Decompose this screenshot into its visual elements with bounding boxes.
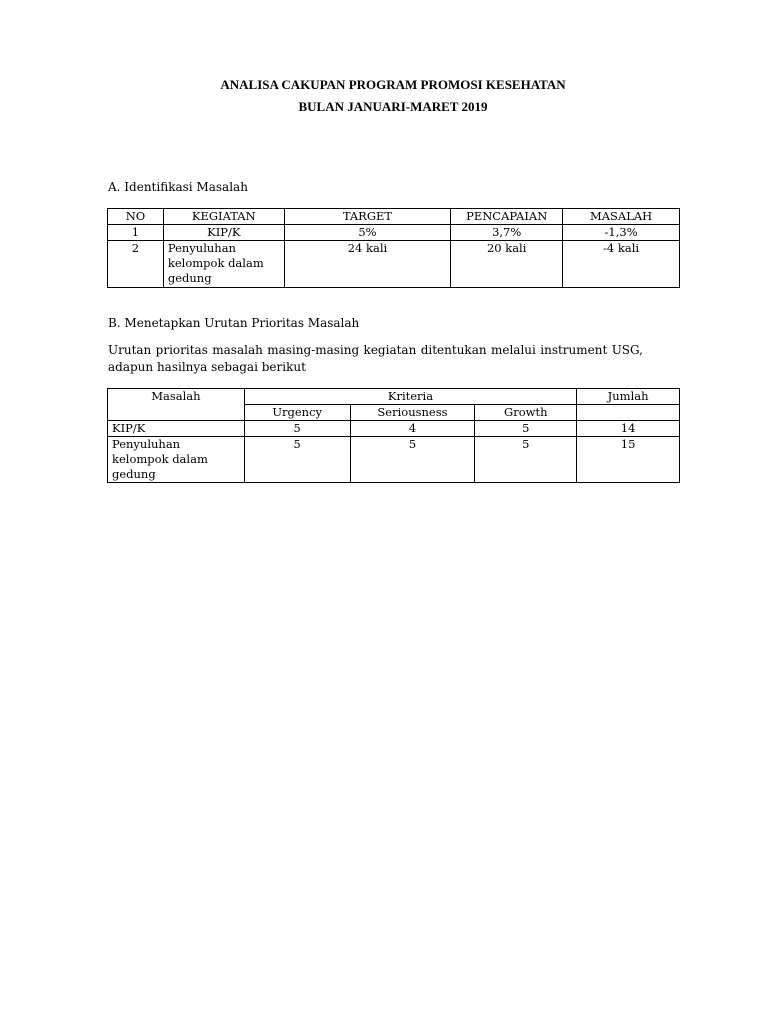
- table-cell: -4 kali: [563, 241, 680, 288]
- table-cell: 4: [350, 421, 475, 437]
- table-cell: 20 kali: [451, 241, 563, 288]
- column-header: KEGIATAN: [163, 209, 284, 225]
- document-subtitle: BULAN JANUARI-MARET 2019: [298, 99, 488, 114]
- column-subheader: Seriousness: [350, 405, 475, 421]
- section-a-heading: A. Identifikasi Masalah: [108, 180, 248, 194]
- column-header: NO: [108, 209, 164, 225]
- table-row: [108, 437, 680, 483]
- table-cell: 5%: [284, 225, 451, 241]
- table-header-row: [108, 389, 680, 405]
- column-subheader: Growth: [475, 405, 577, 421]
- column-header: PENCAPAIAN: [451, 209, 563, 225]
- table-cell: 5: [244, 437, 350, 483]
- table-cell: 5: [244, 421, 350, 437]
- table-cell: 5: [475, 421, 577, 437]
- section-b-heading: B. Menetapkan Urutan Prioritas Masalah: [108, 316, 360, 330]
- table-cell: Penyuluhan kelompok dalam gedung: [108, 437, 245, 483]
- table-cell: -1,3%: [563, 225, 680, 241]
- column-subheader: [577, 405, 680, 421]
- column-header: Masalah: [108, 389, 245, 421]
- table-cell: KIP/K: [163, 225, 284, 241]
- table-header-row: [108, 209, 680, 225]
- usg-paragraph: Urutan prioritas masalah masing-masing kegiatan ditentukan melalui instrument USG, adapun hasilnya sebagai berikut: [108, 343, 643, 374]
- table-row: [108, 421, 680, 437]
- table-cell: 5: [475, 437, 577, 483]
- table-cell: 2: [108, 241, 164, 288]
- document-title: ANALISA CAKUPAN PROGRAM PROMOSI KESEHATAN: [220, 77, 566, 92]
- column-subheader: Urgency: [244, 405, 350, 421]
- table-cell: 3,7%: [451, 225, 563, 241]
- column-header: Jumlah: [577, 389, 680, 405]
- usg-priority-table: [107, 388, 680, 483]
- table-cell: KIP/K: [108, 421, 245, 437]
- table-cell: 15: [577, 437, 680, 483]
- column-header: MASALAH: [563, 209, 680, 225]
- table-cell: Penyuluhan kelompok dalam gedung: [163, 241, 284, 288]
- table-cell: 1: [108, 225, 164, 241]
- problem-identification-table: [107, 208, 680, 288]
- table-row: [108, 241, 680, 288]
- table-cell: 24 kali: [284, 241, 451, 288]
- column-header: Kriteria: [244, 389, 576, 405]
- column-header: TARGET: [284, 209, 451, 225]
- table-row: [108, 225, 680, 241]
- table-cell: 14: [577, 421, 680, 437]
- table-cell: 5: [350, 437, 475, 483]
